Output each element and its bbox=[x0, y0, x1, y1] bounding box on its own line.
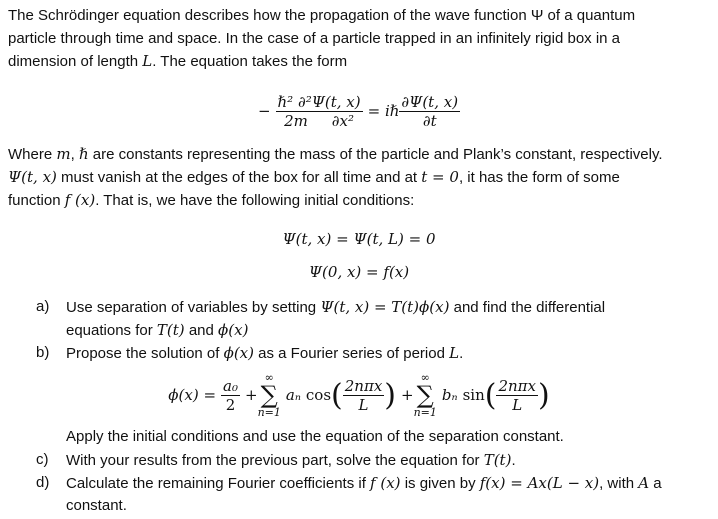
question-a: a) Use separation of variables by setting Ψ(t, x) = T(t)ϕ(x) and find the differential equations for T(t) and ϕ(x) bbox=[36, 298, 606, 339]
question-b-continued: Apply the initial conditions and use the equation of the separation constant. bbox=[66, 428, 564, 445]
fourier-series: ϕ(x) = $\frac{\text{a₀}}{2}$ + ∞ ∑ n=1 aₙ cos ( $\frac{\text{2nπx}}{L}$ ) + ∞ ∑ n=1 bₙ sin ( $\frac{\text{2nπx}}{L}$ ) bbox=[168, 371, 550, 419]
desc-line-1: Where m, ℏ are constants representing the mass of the particle and Plank’s constant, respectively. bbox=[8, 145, 663, 163]
rhs-fraction: $\frac{\partial\Psi(t, x)}{\partial t}$ bbox=[401, 92, 459, 130]
desc-line-2: Ψ(t, x) must vanish at the edges of the box for all time and at t = 0, it has the form of some bbox=[8, 168, 620, 186]
question-c-label: c) bbox=[36, 451, 49, 468]
intro-paragraph bbox=[8, 4, 713, 73]
length-symbol: L bbox=[142, 52, 153, 70]
intro-line-3: dimension of length L. The equation takes the form bbox=[8, 52, 348, 70]
a0-fraction: $\frac{\text{a₀}}{2}$ bbox=[223, 376, 238, 414]
initial-condition: Ψ(0, x) = f(x) bbox=[308, 263, 410, 281]
question-b-label: b) bbox=[36, 344, 50, 361]
question-b: b) Propose the solution of ϕ(x) as a Fourier series of period L. bbox=[36, 344, 464, 362]
cos-argument: $\frac{\text{2nπx}}{L}$ bbox=[344, 376, 383, 414]
lhs-fraction: $\frac{\text{ℏ² ∂²Ψ(t, x)}}{\text{2m ∂x²}}$ bbox=[277, 92, 361, 130]
intro-line-2: particle through time and space. In the case of a particle trapped in an infinitely rigid box in a bbox=[8, 30, 621, 47]
schrodinger-equation: − $\frac{\text{ℏ² ∂²Ψ(t, x)}}{\text{2m ∂x²}}$ = iℏ $\frac{\partial\Psi(t, x)}{\partial t}$ bbox=[257, 92, 459, 130]
question-d: d) Calculate the remaining Fourier coefficients if f (x) is given by f(x) = Ax(L − x), with A a constant. bbox=[36, 474, 662, 514]
question-a-label: a) bbox=[36, 298, 50, 315]
sum-cos: ∞ ∑ n=1 bbox=[257, 371, 281, 419]
boundary-condition: Ψ(t, x) = Ψ(t, L) = 0 bbox=[282, 230, 436, 248]
question-c: c) With your results from the previous part, solve the equation for T(t). bbox=[36, 451, 516, 469]
sum-sin: ∞ ∑ n=1 bbox=[413, 371, 437, 419]
sin-argument: $\frac{\text{2nπx}}{L}$ bbox=[498, 376, 536, 414]
intro-line-1: The Schrödinger equation describes how the propagation of the wave function Ψ of a quantum bbox=[8, 7, 636, 24]
description-paragraph bbox=[8, 143, 713, 212]
desc-line-3: function f (x). That is, we have the following initial conditions: bbox=[8, 191, 415, 209]
question-d-label: d) bbox=[36, 474, 50, 491]
